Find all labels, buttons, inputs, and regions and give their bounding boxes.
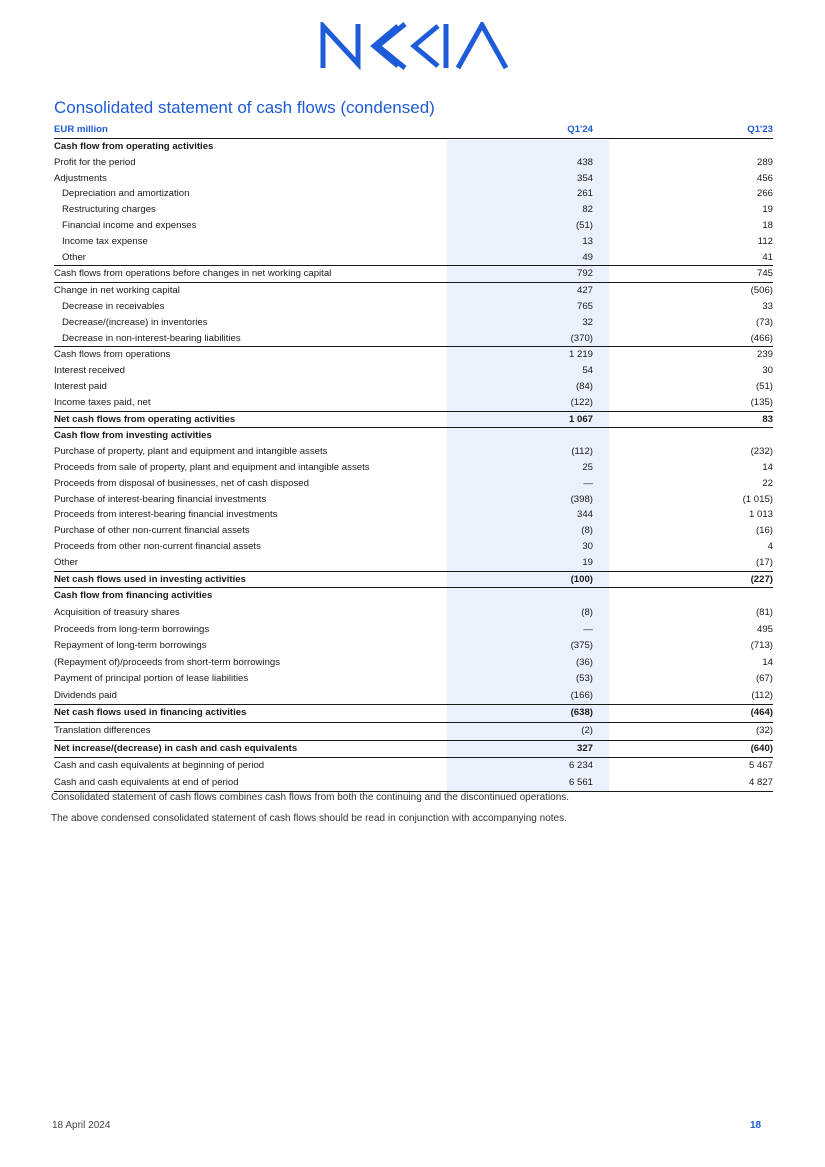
row-label: Purchase of other non-current financial assets — [54, 525, 250, 537]
value-q1-23: (713) — [750, 640, 773, 652]
table-row — [54, 638, 773, 655]
table-row — [54, 492, 773, 508]
row-label: Decrease/(increase) in inventories — [62, 316, 208, 328]
value-q1-24: (375) — [570, 640, 593, 652]
table-row — [54, 250, 773, 266]
cash-flow-table — [54, 122, 773, 792]
table-row — [54, 331, 773, 347]
table-row — [54, 202, 773, 218]
value-q1-23: 289 — [756, 156, 773, 168]
row-label: Net increase/(decrease) in cash and cash equivalents — [54, 742, 298, 754]
row-label: Financial income and expenses — [62, 219, 197, 231]
value-q1-24: (8) — [581, 525, 593, 537]
table-row — [54, 741, 773, 759]
table-row — [54, 315, 773, 331]
footer-date: 18 April 2024 — [52, 1120, 111, 1131]
table-row — [54, 622, 773, 639]
row-label: Cash and cash equivalents at beginning of period — [54, 760, 265, 772]
row-label: Decrease in receivables — [62, 300, 165, 312]
table-row — [54, 775, 773, 793]
value-q1-24: (112) — [571, 446, 593, 458]
table-row — [54, 234, 773, 250]
value-q1-23: (640) — [750, 742, 773, 754]
row-label: Net cash flows from operating activities — [54, 413, 236, 425]
table-body — [54, 139, 773, 792]
row-label: Cash and cash equivalents at end of period — [54, 776, 239, 788]
value-q1-24: 1 067 — [568, 413, 593, 425]
table-row — [54, 299, 773, 315]
value-q1-24: (122) — [570, 396, 593, 408]
value-q1-23: 4 827 — [748, 776, 773, 788]
row-label: Income tax expense — [62, 235, 148, 247]
value-q1-24: (166) — [570, 689, 593, 701]
value-q1-24: 6 234 — [568, 760, 593, 772]
table-row — [54, 688, 773, 705]
table-row — [54, 704, 773, 723]
value-q1-23: 19 — [762, 204, 773, 216]
value-q1-24: 25 — [582, 461, 593, 473]
table-row — [54, 444, 773, 460]
table-row — [54, 671, 773, 688]
row-label: Cash flows from operations — [54, 349, 171, 361]
value-q1-23: (232) — [750, 446, 773, 458]
table-row — [54, 171, 773, 187]
table-row — [54, 571, 773, 589]
row-label: Purchase of property, plant and equipment and intangible assets — [54, 446, 328, 458]
row-label: Dividends paid — [54, 689, 117, 701]
value-q1-23: 112 — [757, 235, 773, 247]
page-title: Consolidated statement of cash flows (condensed) — [54, 98, 435, 117]
row-label: Profit for the period — [54, 156, 136, 168]
value-q1-24: (8) — [581, 606, 593, 618]
footnote-1: Consolidated statement of cash flows combines cash flows from both the continuing and the discontinued operations. — [51, 792, 570, 803]
table-row — [54, 428, 773, 444]
row-label: (Repayment of)/proceeds from short-term borrowings — [54, 656, 281, 668]
value-q1-24: (2) — [581, 725, 593, 737]
row-label: Other — [62, 251, 86, 263]
row-label: Decrease in non-interest-bearing liabilities — [62, 332, 241, 344]
value-q1-23: 456 — [756, 172, 773, 184]
table-row — [54, 395, 773, 411]
unit-label: EUR million — [54, 124, 108, 136]
value-q1-23: 83 — [762, 413, 773, 425]
column-header-q1-24: Q1'24 — [567, 124, 593, 136]
table-row — [54, 411, 773, 429]
row-label: Restructuring charges — [62, 204, 156, 216]
table-row — [54, 218, 773, 234]
value-q1-24: 54 — [582, 365, 593, 377]
value-q1-23: 4 — [767, 540, 773, 552]
value-q1-24: 792 — [576, 268, 593, 280]
row-label: Proceeds from other non-current financial assets — [54, 540, 261, 552]
value-q1-24: — — [583, 477, 593, 489]
row-label: Income taxes paid, net — [54, 396, 151, 408]
column-header-q1-23: Q1'23 — [747, 124, 773, 136]
value-q1-23: 41 — [762, 251, 773, 263]
value-q1-23: (112) — [751, 689, 773, 701]
table-row — [54, 758, 773, 775]
value-q1-24: (53) — [575, 673, 593, 685]
value-q1-24: 261 — [576, 188, 593, 200]
value-q1-23: (16) — [755, 525, 773, 537]
row-label: Proceeds from sale of property, plant and equipment and intangible assets — [54, 461, 370, 473]
row-label: Acquisition of treasury shares — [54, 606, 180, 618]
table-row — [54, 523, 773, 539]
value-q1-23: 14 — [762, 461, 773, 473]
row-label: Adjustments — [54, 172, 107, 184]
value-q1-23: (17) — [755, 556, 773, 568]
row-label: Repayment of long-term borrowings — [54, 640, 207, 652]
value-q1-24: (51) — [575, 219, 593, 231]
table-row — [54, 507, 773, 523]
table-row — [54, 539, 773, 555]
table-row — [54, 605, 773, 622]
value-q1-24: 30 — [582, 540, 593, 552]
value-q1-23: (1 015) — [742, 493, 773, 505]
table-row — [54, 555, 773, 571]
value-q1-23: (67) — [755, 673, 773, 685]
row-label: Cash flow from financing activities — [54, 590, 213, 602]
value-q1-24: 32 — [582, 316, 593, 328]
value-q1-24: 19 — [582, 556, 593, 568]
value-q1-23: 33 — [762, 300, 773, 312]
value-q1-24: 82 — [582, 204, 593, 216]
table-row — [54, 460, 773, 476]
table-row — [54, 723, 773, 741]
value-q1-23: 5 467 — [748, 760, 773, 772]
row-label: Cash flow from investing activities — [54, 430, 212, 442]
value-q1-24: (100) — [570, 573, 593, 585]
value-q1-23: 14 — [762, 656, 773, 668]
value-q1-23: (73) — [755, 316, 773, 328]
row-label: Proceeds from long-term borrowings — [54, 623, 210, 635]
value-q1-23: (506) — [750, 285, 773, 297]
row-label: Purchase of interest-bearing financial investments — [54, 493, 267, 505]
value-q1-23: 745 — [756, 268, 773, 280]
table-row — [54, 139, 773, 155]
value-q1-24: 438 — [576, 156, 593, 168]
row-label: Proceeds from disposal of businesses, net of cash disposed — [54, 477, 309, 489]
value-q1-23: 239 — [756, 349, 773, 361]
value-q1-23: (135) — [750, 396, 773, 408]
row-label: Cash flows from operations before changes in net working capital — [54, 268, 332, 280]
footnote-2: The above condensed consolidated statement of cash flows should be read in conjunction with accompanying notes. — [51, 813, 567, 824]
row-label: Payment of principal portion of lease liabilities — [54, 673, 249, 685]
value-q1-23: (466) — [750, 332, 773, 344]
table-row — [54, 186, 773, 202]
value-q1-24: (370) — [570, 332, 593, 344]
value-q1-23: 18 — [762, 219, 773, 231]
value-q1-24: (398) — [570, 493, 593, 505]
value-q1-23: 22 — [762, 477, 773, 489]
page-number: 18 — [750, 1120, 762, 1131]
value-q1-23: (32) — [755, 725, 773, 737]
row-label: Depreciation and amortization — [62, 188, 190, 200]
value-q1-24: 354 — [576, 172, 593, 184]
value-q1-23: (464) — [750, 707, 773, 719]
value-q1-24: 344 — [576, 509, 593, 521]
value-q1-24: 13 — [582, 235, 593, 247]
value-q1-23: 30 — [762, 365, 773, 377]
value-q1-24: 6 561 — [568, 776, 593, 788]
table-row — [54, 265, 773, 283]
value-q1-24: 327 — [576, 742, 593, 754]
value-q1-24: 427 — [576, 285, 593, 297]
value-q1-23: (227) — [750, 573, 773, 585]
row-label: Net cash flows used in investing activities — [54, 573, 246, 585]
table-row — [54, 363, 773, 379]
table-row — [54, 588, 773, 605]
row-label: Cash flow from operating activities — [54, 141, 214, 152]
table-row — [54, 283, 773, 299]
row-label: Other — [54, 556, 78, 568]
value-q1-24: (84) — [575, 380, 593, 392]
row-label: Translation differences — [54, 725, 151, 737]
value-q1-24: — — [583, 623, 593, 635]
value-q1-23: 495 — [756, 623, 773, 635]
value-q1-24: (638) — [570, 707, 593, 719]
table-row — [54, 346, 773, 363]
row-label: Proceeds from interest-bearing financial investments — [54, 509, 278, 521]
value-q1-24: 765 — [576, 300, 593, 312]
value-q1-23: 266 — [756, 188, 773, 200]
row-label: Interest received — [54, 365, 125, 377]
value-q1-23: (81) — [755, 606, 773, 618]
table-row — [54, 476, 773, 492]
value-q1-23: 1 013 — [748, 509, 773, 521]
value-q1-23: (51) — [755, 380, 773, 392]
value-q1-24: 49 — [582, 251, 593, 263]
nokia-logo — [318, 22, 514, 70]
row-label: Change in net working capital — [54, 285, 180, 297]
row-label: Interest paid — [54, 380, 107, 392]
table-row — [54, 379, 773, 395]
table-row — [54, 155, 773, 171]
row-label: Net cash flows used in financing activities — [54, 707, 247, 719]
table-header — [54, 122, 773, 139]
table-row — [54, 655, 773, 672]
value-q1-24: 1 219 — [568, 349, 593, 361]
value-q1-24: (36) — [575, 656, 593, 668]
